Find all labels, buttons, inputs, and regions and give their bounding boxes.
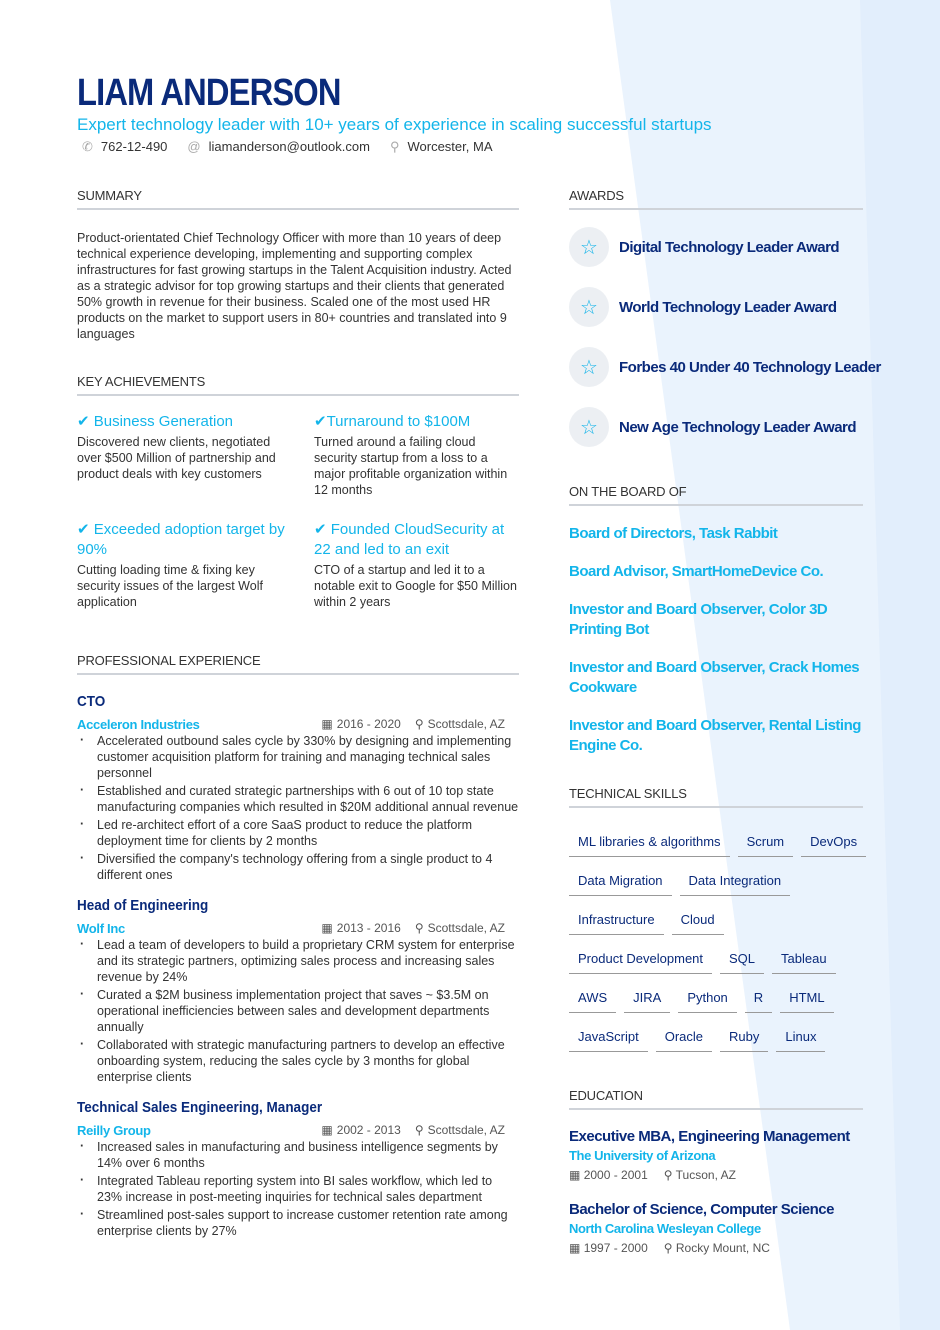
star-icon: ☆ (569, 287, 609, 327)
award-item: ☆ New Age Technology Leader Award (569, 397, 863, 457)
job-location: Scottsdale, AZ (427, 717, 505, 731)
star-icon: ☆ (569, 227, 609, 267)
education-section (569, 1088, 863, 1274)
award-item: ☆ Forbes 40 Under 40 Technology Leader (569, 337, 863, 397)
skill-tag: Cloud (672, 906, 724, 935)
star-icon: ☆ (569, 347, 609, 387)
candidate-name: LIAM ANDERSON (77, 72, 341, 114)
location-icon: ⚲ (414, 1123, 424, 1137)
job-bullet: · Established and curated strategic partnerships with 6 out of 10 top state manufacturing companies which resulted in $20M additional annual revenue (77, 783, 519, 815)
location: Worcester, MA (407, 139, 493, 154)
summary-section (77, 188, 519, 374)
right-column (569, 188, 881, 1274)
degree: Bachelor of Science, Computer Science (569, 1201, 834, 1218)
skill-tag: Product Development (569, 945, 712, 974)
skill-tag: ML libraries & algorithms (569, 828, 730, 857)
contact-info (82, 139, 493, 155)
skill-tag: HTML (780, 984, 833, 1013)
job-dates: 2016 - 2020 (336, 717, 401, 731)
job-role: CTO (77, 693, 106, 710)
award-item: ☆ World Technology Leader Award (569, 277, 863, 337)
company-name: Wolf Inc (77, 920, 125, 936)
section-title: TECHNICAL SKILLS (569, 786, 863, 808)
location-icon: ⚲ (414, 717, 424, 731)
check-icon: ✔ (77, 521, 90, 538)
summary-text: Product-orientated Chief Technology Officer with more than 10 years of deep technical experience developing, implementing and supporting complex infrastructures for fast growing startups in the Talent Acquisition industry. Acted as a strategic advisor for top growing startups and their clients that generated 50% growth in revenue for their business. Scaled one of the most used HR products on the market to support users in 80+ countries and translated into 9 languages (77, 231, 512, 341)
skill-tag: SQL (720, 945, 764, 974)
section-title: ON THE BOARD OF (569, 484, 863, 506)
edu-location: Tucson, AZ (675, 1168, 736, 1182)
skill-tag: Infrastructure (569, 906, 664, 935)
degree: Executive MBA, Engineering Management (569, 1128, 850, 1145)
awards-section (569, 188, 881, 484)
school: North Carolina Wesleyan College (569, 1221, 761, 1236)
job-bullet: · Streamlined post-sales support to increase customer retention rate among enterprise clients by 27% (77, 1207, 519, 1239)
job-bullet: · Led re-architect effort of a core SaaS product to reduce the platform deployment time for clients by 2 months (77, 817, 519, 849)
calendar-icon: ▦ (321, 717, 333, 731)
section-title: PROFESSIONAL EXPERIENCE (77, 653, 519, 675)
section-title: SUMMARY (77, 188, 519, 210)
location-icon: ⚲ (663, 1241, 673, 1255)
job-role: Technical Sales Engineering, Manager (77, 1099, 323, 1116)
board-item: Board of Directors, Task Rabbit (569, 525, 778, 542)
job-dates: 2002 - 2013 (336, 1123, 401, 1137)
skill-tag: DevOps (801, 828, 866, 857)
skill-tag: Ruby (720, 1023, 768, 1052)
section-title: KEY ACHIEVEMENTS (77, 374, 519, 396)
company-name: Reilly Group (77, 1122, 151, 1138)
achievement: ✔ Exceeded adoption target by 90% Cutting loading time & fixing key security issues of the largest Wolf application (77, 521, 285, 609)
calendar-icon: ▦ (569, 1168, 581, 1182)
achievement: ✔ Founded CloudSecurity at 22 and led to an exit CTO of a startup and led it to a notable exit to Google for $50 Million within 2 years (314, 521, 517, 609)
section-title: AWARDS (569, 188, 863, 210)
email[interactable]: liamanderson@outlook.com (208, 139, 370, 154)
job-entry (77, 897, 519, 1085)
star-icon: ☆ (569, 407, 609, 447)
award-item: ☆ Digital Technology Leader Award (569, 217, 863, 277)
check-icon: ✔ (314, 521, 327, 538)
job-bullet: · Lead a team of developers to build a proprietary CRM system for enterprise and its strategic partners, optimizing sales process and increasing sales revenue by 24% (77, 937, 519, 985)
achievement: ✔Turnaround to $100M Turned around a failing cloud security startup from a loss to a major profitable organization within 12 months (314, 413, 508, 497)
job-entry (77, 1099, 519, 1239)
board-item: Board Advisor, SmartHomeDevice Co. (569, 563, 824, 580)
experience-section (77, 653, 519, 1241)
skill-tag: Tableau (772, 945, 836, 974)
board-item: Investor and Board Observer, Color 3D Printing Bot (569, 601, 828, 638)
calendar-icon: ▦ (321, 1123, 333, 1137)
job-bullet: · Increased sales in manufacturing and business intelligence segments by 14% over 6 months (77, 1139, 519, 1171)
job-bullet: · Integrated Tableau reporting system into BI sales workflow, which led to 23% increase in post-meeting inquiries for technical sales department (77, 1173, 519, 1205)
tagline: Expert technology leader with 10+ years of experience in scaling successful startups (77, 115, 712, 134)
skill-tag: Data Migration (569, 867, 672, 896)
section-title: EDUCATION (569, 1088, 863, 1110)
skill-tag: Oracle (656, 1023, 712, 1052)
skill-tag: Data Integration (680, 867, 791, 896)
job-location: Scottsdale, AZ (427, 921, 505, 935)
board-item: Investor and Board Observer, Rental Listing Engine Co. (569, 717, 861, 754)
email-icon: @ (187, 139, 201, 154)
job-bullet: · Diversified the company's technology offering from a single product to 4 different ones (77, 851, 519, 883)
skill-tag: Linux (776, 1023, 825, 1052)
location-icon: ⚲ (414, 921, 424, 935)
job-bullet: · Accelerated outbound sales cycle by 330% by designing and implementing customer acquisition platform for training and managing technical sales personnel (77, 733, 519, 781)
board-section (569, 484, 863, 786)
location-icon: ⚲ (389, 139, 400, 154)
skill-tag: AWS (569, 984, 616, 1013)
education-entry (569, 1201, 863, 1256)
edu-location: Rocky Mount, NC (675, 1241, 770, 1255)
company-name: Acceleron Industries (77, 716, 200, 732)
check-icon: ✔ (77, 413, 90, 430)
edu-dates: 1997 - 2000 (583, 1241, 648, 1255)
job-location: Scottsdale, AZ (427, 1123, 505, 1137)
check-icon: ✔ (314, 413, 327, 430)
calendar-icon: ▦ (569, 1241, 581, 1255)
job-bullet: · Collaborated with strategic manufacturing partners to develop an effective onboarding system, reducing the sales cycle by 3 months for global enterprise clients (77, 1037, 519, 1085)
school: The University of Arizona (569, 1148, 716, 1163)
skill-tag: JIRA (624, 984, 670, 1013)
achievements-section (77, 374, 519, 653)
phone: 762-12-490 (100, 139, 168, 154)
location-icon: ⚲ (663, 1168, 673, 1182)
board-item: Investor and Board Observer, Crack Homes Cookware (569, 659, 860, 696)
left-column (77, 188, 519, 1241)
job-dates: 2013 - 2016 (336, 921, 401, 935)
achievement: ✔ Business Generation Discovered new clients, negotiated over $500 Million of partnership and product deals with key customers (77, 413, 276, 481)
skill-tag: JavaScript (569, 1023, 648, 1052)
edu-dates: 2000 - 2001 (583, 1168, 648, 1182)
skill-tag: Scrum (738, 828, 794, 857)
skills-section (569, 786, 863, 1088)
skill-tag: R (745, 984, 772, 1013)
education-entry (569, 1128, 863, 1183)
job-role: Head of Engineering (77, 897, 209, 914)
job-entry (77, 693, 519, 883)
skill-tag: Python (678, 984, 736, 1013)
calendar-icon: ▦ (321, 921, 333, 935)
job-bullet: · Curated a $2M business implementation project that saves ~ $3.5M on operational inefficiencies between sales and development departments annually (77, 987, 519, 1035)
phone-icon: ✆ (82, 139, 93, 154)
